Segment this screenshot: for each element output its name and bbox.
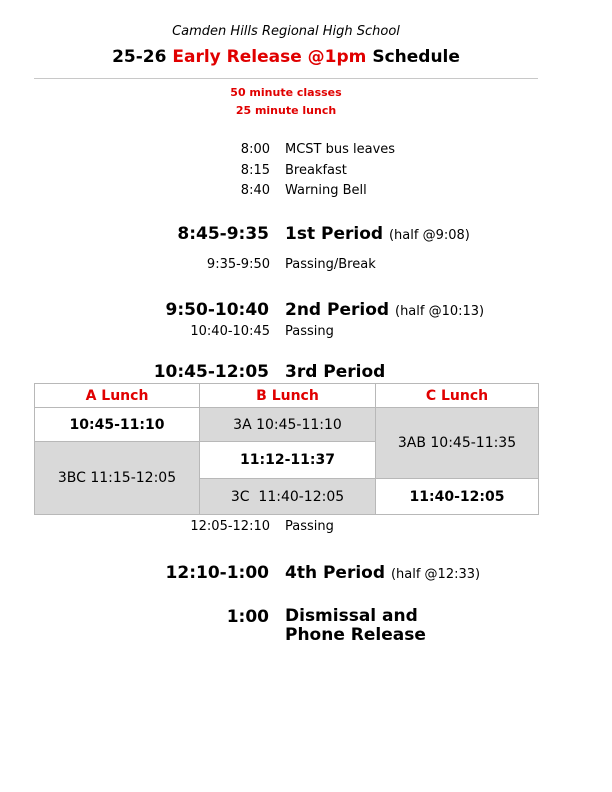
dismissal-label	[285, 607, 426, 645]
passing-3-label: Passing	[285, 519, 334, 534]
header-c-lunch: C Lunch	[376, 384, 539, 408]
passing-2-time: 10:40-10:45	[190, 324, 270, 339]
title-prefix: 25-26	[112, 47, 167, 67]
passing-2-label: Passing	[285, 324, 334, 339]
period-2	[285, 300, 484, 320]
header-a-lunch: A Lunch	[35, 384, 200, 408]
subtitle-classes: 50 minute classes	[230, 86, 342, 99]
b-lunch-time: 11:12-11:37	[200, 442, 376, 479]
period-1-label: 1st Period	[285, 224, 384, 244]
morning-time: 8:40	[240, 183, 270, 198]
title-highlight: Early Release @1pm	[172, 47, 367, 67]
lunch-header-row	[35, 384, 539, 408]
period-4-half: (half @12:33)	[390, 567, 481, 582]
period-1-time: 8:45-9:35	[177, 224, 269, 244]
dismissal-time: 1:00	[226, 607, 269, 627]
dismissal-line-2: Phone Release	[285, 625, 426, 645]
period-4-time: 12:10-1:00	[165, 563, 269, 583]
period-3-label: 3rd Period	[285, 362, 386, 382]
passing-3-time: 12:05-12:10	[190, 519, 270, 534]
b-class-3a: 3A 10:45-11:10	[200, 408, 376, 442]
header-divider	[34, 78, 538, 79]
morning-label: Breakfast	[285, 163, 347, 178]
period-4-label: 4th Period	[285, 563, 386, 583]
dismissal-line-1: Dismissal and	[285, 606, 418, 626]
period-1-half: (half @9:08)	[388, 228, 470, 243]
c-lunch-time: 11:40-12:05	[376, 479, 539, 515]
period-2-time: 9:50-10:40	[165, 300, 269, 320]
morning-label: Warning Bell	[285, 183, 367, 198]
period-3-time: 10:45-12:05	[153, 362, 269, 382]
school-name: Camden Hills Regional High School	[172, 24, 400, 39]
period-1	[285, 224, 470, 244]
subtitle-lunch: 25 minute lunch	[235, 104, 337, 117]
lunch-table	[34, 383, 539, 515]
lunch-row	[35, 408, 539, 442]
page-title	[0, 47, 572, 67]
passing-1-label: Passing/Break	[285, 257, 376, 272]
passing-1-time: 9:35-9:50	[206, 257, 270, 272]
header-b-lunch: B Lunch	[200, 384, 376, 408]
a-lunch-time: 10:45-11:10	[35, 408, 200, 442]
morning-time: 8:00	[240, 142, 270, 157]
morning-time: 8:15	[240, 163, 270, 178]
period-2-label: 2nd Period	[285, 300, 390, 320]
period-2-half: (half @10:13)	[395, 304, 485, 319]
title-suffix: Schedule	[372, 47, 460, 67]
c-class-3ab: 3AB 10:45-11:35	[376, 408, 539, 479]
a-class-3bc: 3BC 11:15-12:05	[35, 442, 200, 515]
morning-label: MCST bus leaves	[285, 142, 396, 157]
b-class-3c: 3C 11:40-12:05	[200, 479, 376, 515]
period-4	[285, 563, 480, 583]
